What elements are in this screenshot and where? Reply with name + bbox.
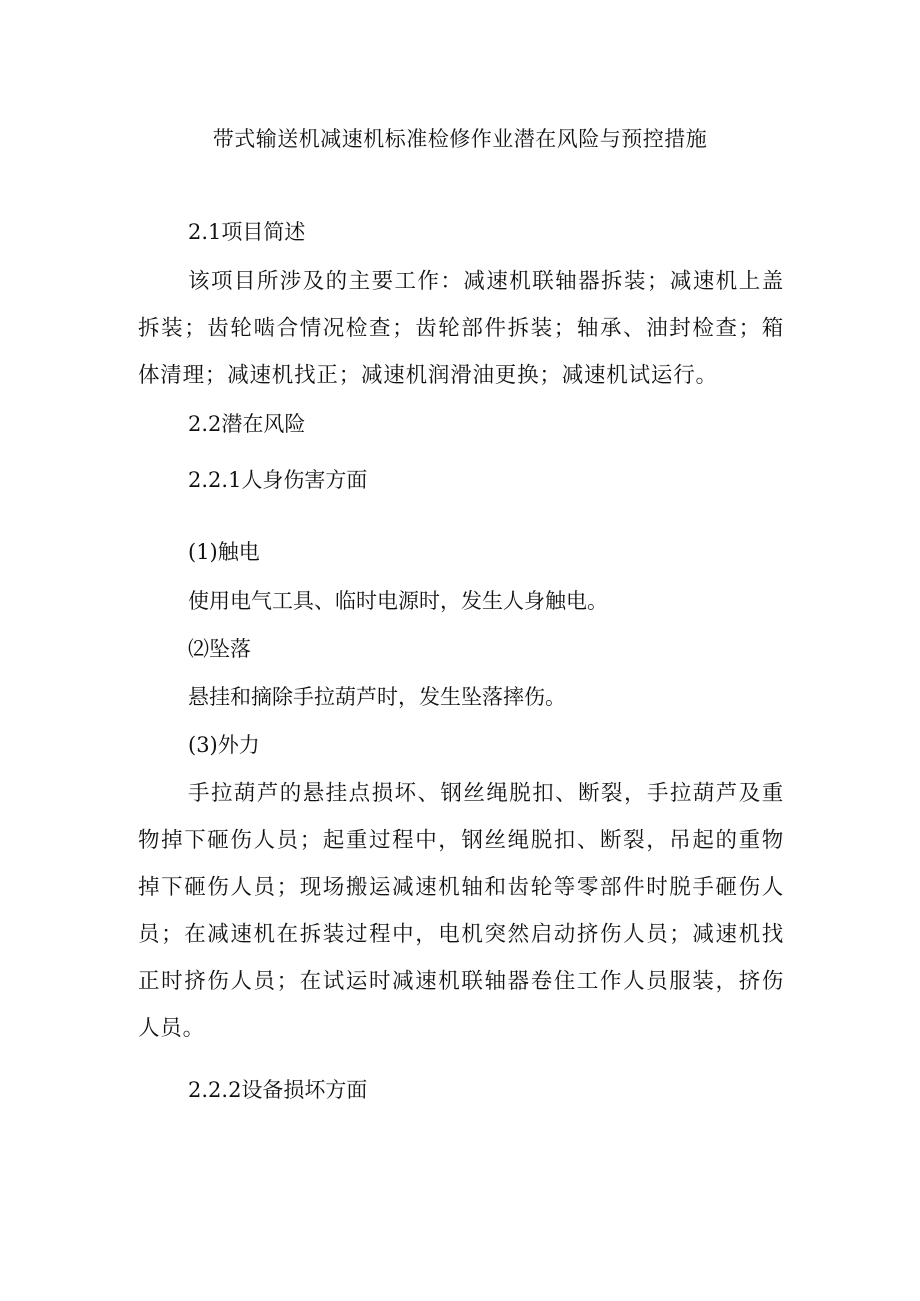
- item-3-body: 手拉葫芦的悬挂点损坏、钢丝绳脱扣、断裂，手拉葫芦及重物掉下砸伤人员；起重过程中，钢丝绳脱扣、断裂，吊起的重物掉下砸伤人员；现场搬运减速机轴和齿轮等零部件时脱手砸伤人员；在减速机在拆装过程中，电机突然启动挤伤人员；减速机找正时挤伤人员；在试运时减速机联轴器卷住工作人员服装，挤伤人员。: [138, 781, 784, 1041]
- section-2-2-1-heading: 2.2.1人身伤害方面: [188, 468, 368, 492]
- document-title: 带式输送机减速机标准检修作业潜在风险与预控措施: [212, 127, 708, 151]
- section-2-2-2-heading: 2.2.2设备损坏方面: [188, 1078, 368, 1102]
- item-3-heading: (3)外力: [188, 733, 260, 757]
- item-1-body: 使用电气工具、临时电源时，发生人身触电。: [188, 589, 608, 613]
- item-2-body: 悬挂和摘除手拉葫芦时，发生坠落摔伤。: [188, 685, 566, 709]
- section-2-1-body: 该项目所涉及的主要工作：减速机联轴器拆装；减速机上盖拆装；齿轮啮合情况检查；齿轮部件拆装；轴承、油封检查；箱体清理；减速机找正；减速机润滑油更换；减速机试运行。: [138, 269, 784, 388]
- item-1-heading: (1)触电: [188, 540, 260, 564]
- section-2-2-heading: 2.2潜在风险: [188, 412, 306, 436]
- item-2-heading: ⑵坠落: [188, 637, 251, 661]
- section-2-1-heading: 2.1项目简述: [188, 220, 306, 244]
